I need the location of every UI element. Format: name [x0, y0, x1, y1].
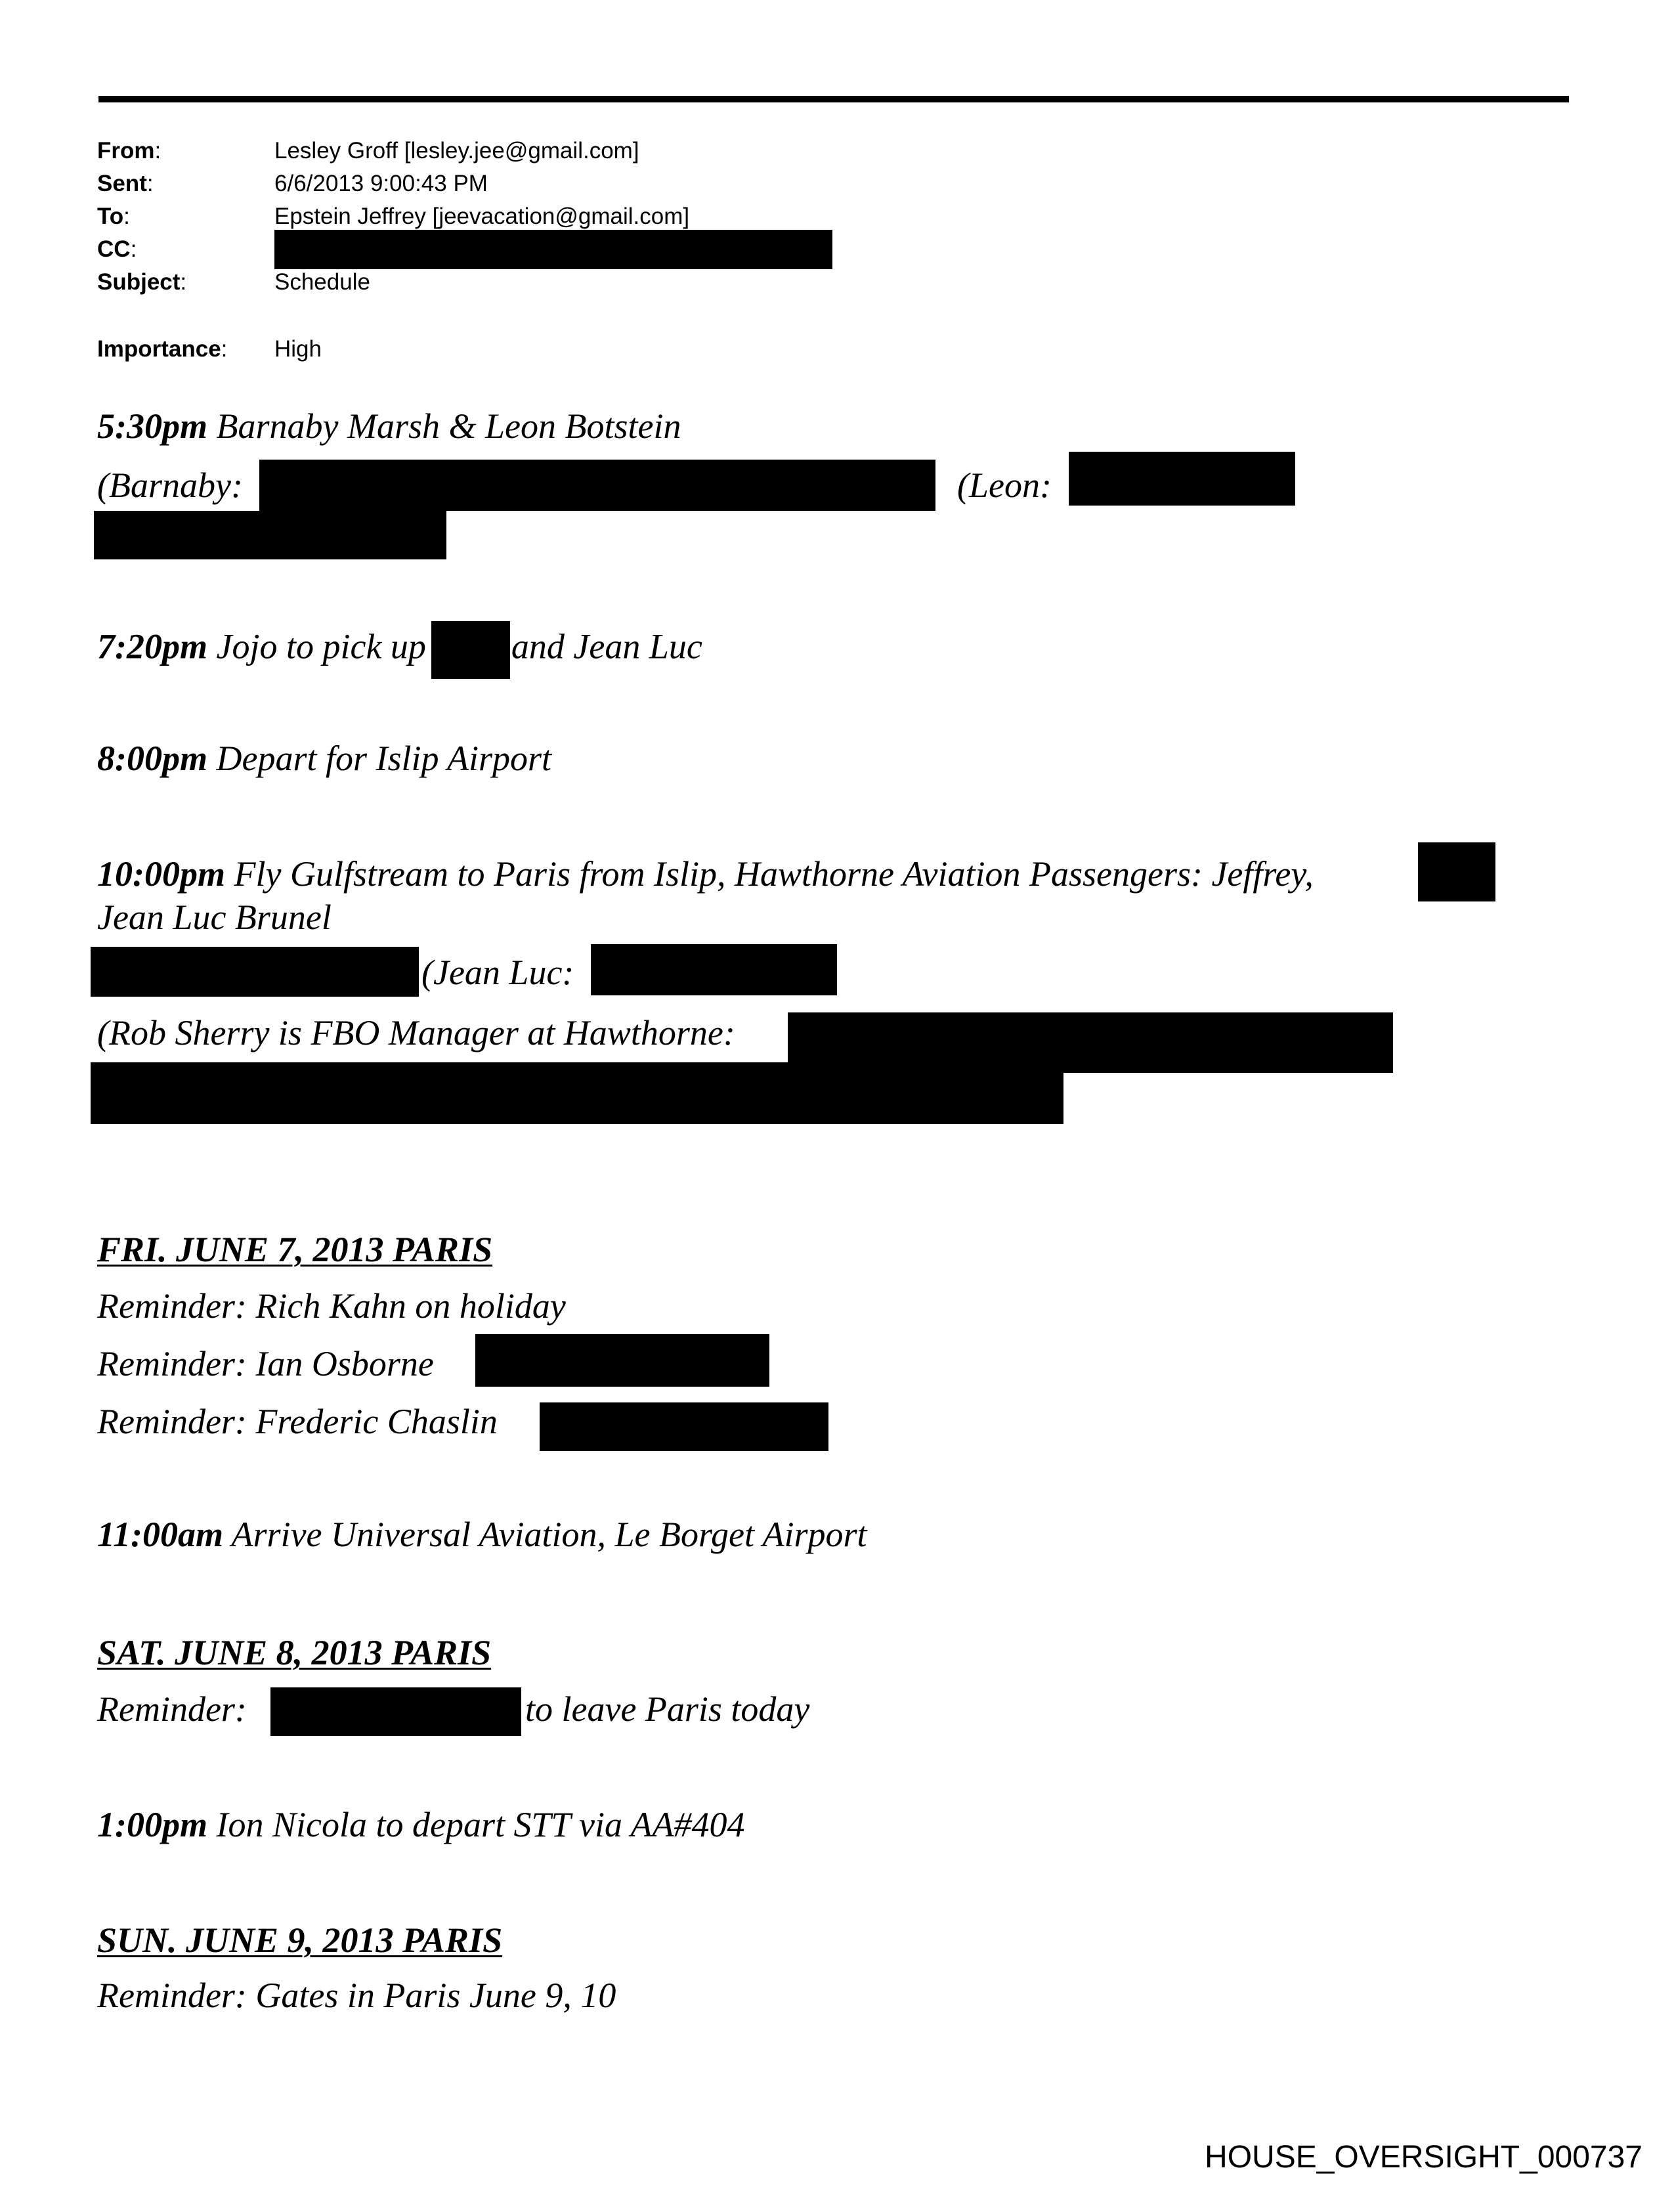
entry-time: 8:00pm	[97, 739, 207, 778]
leon-contact-redaction-cont	[94, 511, 446, 559]
sent-value: 6/6/2013 9:00:43 PM	[274, 171, 488, 196]
entry-text: Depart for Islip Airport	[216, 739, 552, 778]
entry-time: 1:00pm	[97, 1805, 207, 1844]
subject-value: Schedule	[274, 269, 370, 295]
leon-contact-redaction	[1069, 452, 1295, 506]
reminder-gates: Reminder: Gates in Paris June 9, 10	[97, 1976, 616, 2015]
schedule-entry-1000pm	[97, 852, 1314, 896]
cc-redaction	[274, 230, 832, 269]
entry-text: Jojo to pick up	[216, 626, 426, 666]
entry-time: 5:30pm	[97, 406, 207, 446]
ian-osborne-redaction	[475, 1334, 769, 1387]
entry-time: 11:00am	[97, 1515, 224, 1554]
reminder-frederic-chaslin: Reminder: Frederic Chaslin	[97, 1402, 498, 1441]
jean-luc-contact-label: (Jean Luc:	[421, 953, 574, 992]
fbo-manager-note: (Rob Sherry is FBO Manager at Hawthorne:	[97, 1013, 735, 1052]
jean-luc-contact-redaction	[591, 944, 837, 995]
barnaby-contact-label: (Barnaby:	[97, 466, 243, 505]
importance-value: High	[274, 336, 322, 362]
entry-text: Ion Nicola to depart STT via AA#404	[216, 1805, 745, 1844]
reminder-ian-osborne: Reminder: Ian Osborne	[97, 1344, 434, 1383]
entry-time: 7:20pm	[97, 626, 207, 666]
schedule-entry-720pm	[97, 621, 702, 679]
entry-text: and Jean Luc	[511, 626, 702, 666]
reminder-rich-kahn: Reminder: Rich Kahn on holiday	[97, 1286, 566, 1326]
passenger-redaction	[431, 621, 510, 679]
subject-label: Subject:	[97, 269, 187, 295]
reminder-leave-paris-suffix: to leave Paris today	[525, 1689, 810, 1729]
entry-text: Fly Gulfstream to Paris from Islip, Hawthorne Aviation Passengers: Jeffrey,	[234, 854, 1314, 894]
day-heading-sat: SAT. JUNE 8, 2013 PARIS	[97, 1633, 492, 1672]
fbo-manager-redaction-cont	[91, 1062, 1063, 1124]
bates-number: HOUSE_OVERSIGHT_000737	[1205, 2140, 1642, 2175]
to-label: To:	[97, 204, 130, 229]
day-heading-sun: SUN. JUNE 9, 2013 PARIS	[97, 1920, 503, 1960]
schedule-entry-1100am	[97, 1513, 867, 1556]
entry-text: Barnaby Marsh & Leon Botstein	[216, 406, 681, 446]
passenger-redaction	[1418, 842, 1495, 901]
to-value: Epstein Jeffrey [jeevacation@gmail.com]	[274, 204, 690, 229]
schedule-entry-800pm	[97, 737, 551, 780]
schedule-entry-530pm	[97, 404, 681, 448]
importance-label: Importance:	[97, 336, 228, 362]
from-value: Lesley Groff [lesley.jee@gmail.com]	[274, 138, 639, 163]
entry-time: 10:00pm	[97, 854, 225, 894]
leon-contact-label: (Leon:	[957, 466, 1052, 505]
schedule-entry-100pm	[97, 1803, 745, 1846]
passenger-name: Jean Luc Brunel	[97, 898, 332, 937]
from-label: From:	[97, 138, 161, 163]
cc-label: CC:	[97, 236, 137, 262]
barnaby-contact-redaction	[259, 460, 935, 511]
entry-text: Arrive Universal Aviation, Le Borget Airport	[231, 1515, 867, 1554]
header-rule	[98, 96, 1569, 102]
leave-paris-redaction	[270, 1687, 521, 1736]
passenger-contact-redaction	[91, 947, 419, 997]
day-heading-fri: FRI. JUNE 7, 2013 PARIS	[97, 1230, 493, 1269]
sent-label: Sent:	[97, 171, 154, 196]
frederic-chaslin-redaction	[540, 1402, 828, 1451]
reminder-leave-paris-prefix: Reminder:	[97, 1689, 247, 1729]
